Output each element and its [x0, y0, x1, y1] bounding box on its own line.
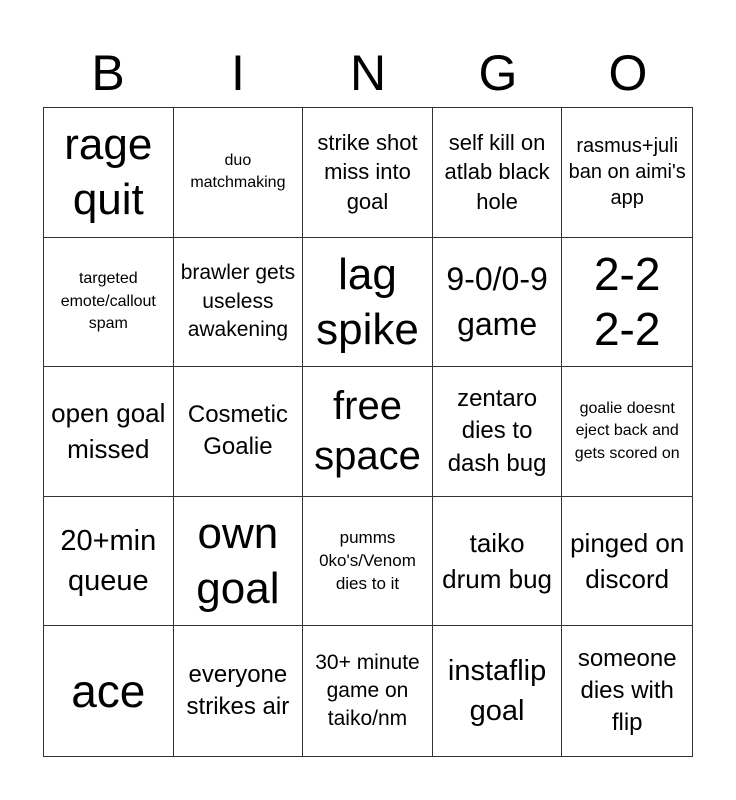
- cell-text: self kill on atlab black hole: [444, 129, 550, 215]
- bingo-cell[interactable]: [44, 108, 174, 238]
- header-letter-o: O: [608, 45, 648, 101]
- bingo-header: [43, 38, 693, 108]
- bingo-board: [43, 107, 693, 757]
- bingo-cell[interactable]: [562, 108, 692, 238]
- bingo-cell[interactable]: [562, 238, 692, 368]
- bingo-cell[interactable]: [562, 367, 692, 497]
- bingo-cell[interactable]: [44, 626, 174, 756]
- bingo-cell[interactable]: [174, 497, 304, 627]
- header-letter-g: G: [478, 45, 518, 101]
- cell-text: goalie doesnt eject back and gets scored on: [574, 399, 680, 462]
- bingo-cell[interactable]: [44, 497, 174, 627]
- bingo-cell[interactable]: [303, 367, 433, 497]
- bingo-cell[interactable]: [303, 626, 433, 756]
- cell-text: 2-2 2-2: [593, 247, 661, 355]
- bingo-cell[interactable]: [174, 626, 304, 756]
- cell-text: rasmus+juli ban on aimi's app: [568, 135, 686, 210]
- cell-text: pinged on discord: [570, 527, 685, 595]
- cell-text: 30+ minute game on taiko/nm: [315, 650, 420, 731]
- cell-text: brawler gets useless awakening: [180, 261, 296, 342]
- cell-text: zentaro dies to dash bug: [447, 384, 547, 477]
- header-letter-n: N: [349, 45, 387, 101]
- cell-text: someone dies with flip: [577, 644, 677, 737]
- cell-text: targeted emote/callout spam: [60, 270, 156, 333]
- bingo-cell[interactable]: [174, 238, 304, 368]
- cell-text: Cosmetic Goalie: [187, 401, 288, 461]
- cell-text: duo matchmaking: [190, 151, 286, 192]
- bingo-cell[interactable]: [303, 238, 433, 368]
- cell-text: 20+min queue: [60, 524, 157, 598]
- cell-text: instaflip goal: [447, 654, 547, 728]
- bingo-cell[interactable]: [303, 497, 433, 627]
- cell-text: lag spike: [316, 249, 419, 354]
- bingo-cell[interactable]: [562, 497, 692, 627]
- cell-text: free space: [314, 384, 421, 479]
- header-letter-i: I: [231, 45, 245, 101]
- bingo-cell[interactable]: [433, 238, 563, 368]
- bingo-cell[interactable]: [174, 367, 304, 497]
- cell-text: rage quit: [64, 120, 153, 225]
- cell-text: own goal: [196, 509, 280, 614]
- cell-text: ace: [71, 664, 146, 717]
- bingo-cell[interactable]: [303, 108, 433, 238]
- bingo-cell[interactable]: [433, 626, 563, 756]
- cell-text: strike shot miss into goal: [317, 129, 418, 215]
- header-letter-b: B: [91, 45, 125, 101]
- cell-text: taiko drum bug: [442, 527, 553, 595]
- cell-text: everyone strikes air: [186, 660, 290, 721]
- bingo-cell[interactable]: [44, 367, 174, 497]
- bingo-cell[interactable]: [174, 108, 304, 238]
- bingo-cell[interactable]: [433, 367, 563, 497]
- bingo-cell[interactable]: [44, 238, 174, 368]
- cell-text: pumms 0ko's/Venom dies to it: [319, 527, 416, 593]
- bingo-cell[interactable]: [562, 626, 692, 756]
- bingo-cell[interactable]: [433, 108, 563, 238]
- bingo-cell[interactable]: [433, 497, 563, 627]
- cell-text: 9-0/0-9 game: [446, 261, 548, 342]
- cell-text: open goal missed: [51, 398, 166, 465]
